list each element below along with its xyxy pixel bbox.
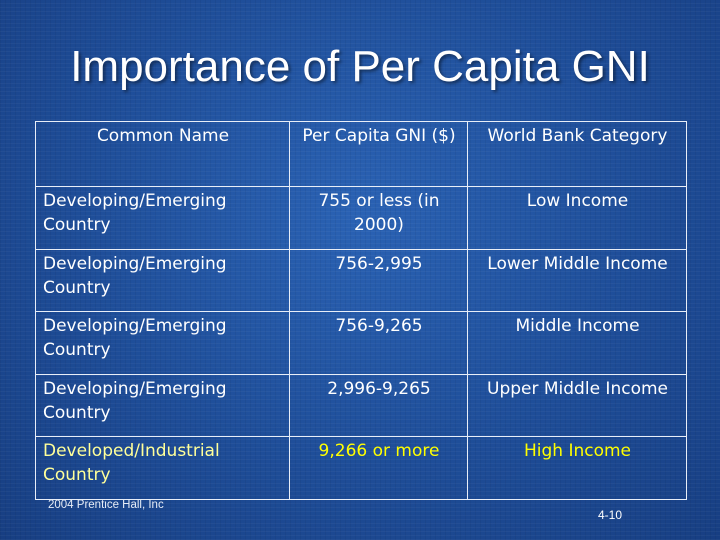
table-row [36,249,687,312]
header-per-capita-gni: Per Capita GNI ($) [290,122,468,187]
copyright-notice: 2004 Prentice Hall, Inc [48,499,164,511]
header-world-bank-category: World Bank Category [468,122,687,187]
cell-common-name: Developed/Industrial Country [36,437,290,500]
slide-title: Importance of Per Capita GNI [70,42,650,91]
table-row [36,187,687,250]
cell-world-bank-category: Low Income [468,187,687,250]
gni-table [35,121,687,500]
cell-per-capita-gni: 756-2,995 [290,249,468,312]
cell-world-bank-category: High Income [468,437,687,500]
cell-per-capita-gni: 756-9,265 [290,312,468,375]
cell-world-bank-category: Lower Middle Income [468,249,687,312]
table-row-highlight [36,437,687,500]
header-common-name: Common Name [36,122,290,187]
cell-per-capita-gni: 9,266 or more [290,437,468,500]
cell-world-bank-category: Upper Middle Income [468,374,687,437]
cell-common-name: Developing/Emerging Country [36,249,290,312]
cell-common-name: Developing/Emerging Country [36,312,290,375]
table-row [36,312,687,375]
table-header-row [36,122,687,187]
table-row [36,374,687,437]
cell-per-capita-gni: 755 or less (in 2000) [290,187,468,250]
cell-per-capita-gni: 2,996-9,265 [290,374,468,437]
cell-world-bank-category: Middle Income [468,312,687,375]
cell-common-name: Developing/Emerging Country [36,187,290,250]
page-number: 4-10 [597,508,623,522]
cell-common-name: Developing/Emerging Country [36,374,290,437]
